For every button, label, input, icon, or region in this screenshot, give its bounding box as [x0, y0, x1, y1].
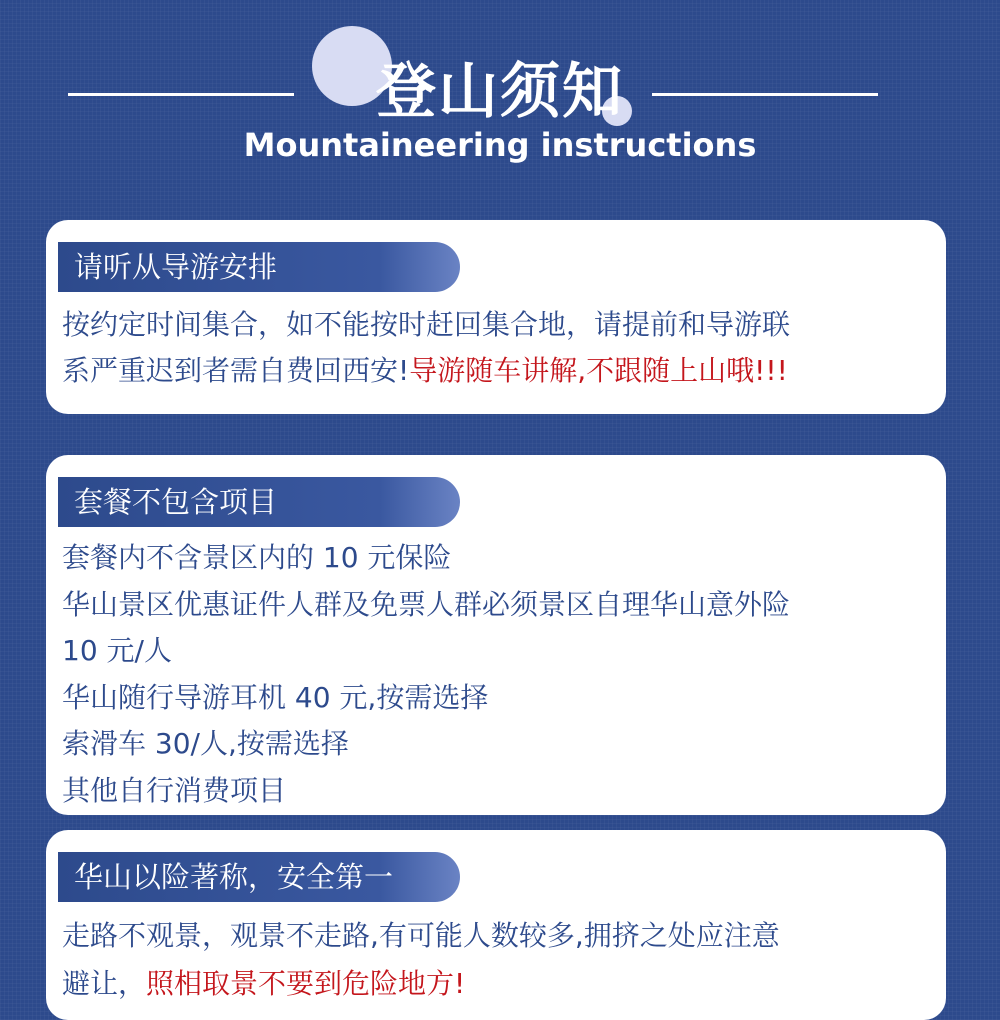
section-heading: 请听从导游安排 — [58, 242, 460, 292]
warning-text: 导游随车讲解,不跟随上山哦!!! — [409, 354, 788, 387]
list-item: 华山随行导游耳机 40 元,按需选择 — [62, 680, 489, 714]
body-line: 按约定时间集合，如不能按时赶回集合地，请提前和导游联 — [62, 308, 791, 341]
safety-card — [46, 830, 946, 1020]
section-body — [62, 535, 930, 814]
body-line — [62, 960, 930, 1008]
body-line — [62, 348, 930, 394]
list-item: 其他自行消费项目 — [62, 773, 287, 807]
body-text: 避让， — [62, 967, 147, 1000]
list-item: 10 元/人 — [62, 634, 172, 667]
section-heading: 套餐不包含项目 — [58, 477, 460, 527]
list-item: 套餐内不含景区内的 10 元保险 — [62, 541, 452, 574]
body-text: 系严重迟到者需自费回西安! — [62, 354, 410, 387]
section-heading: 华山以险著称，安全第一 — [58, 852, 460, 902]
list-item: 索滑车 30/人,按需选择 — [62, 727, 349, 760]
section-body — [62, 302, 930, 394]
guide-instructions-card — [46, 220, 946, 414]
excluded-items-card — [46, 455, 946, 815]
warning-text: 照相取景不要到危险地方! — [146, 967, 466, 1000]
section-body — [62, 912, 930, 1008]
body-line: 走路不观景，观景不走路,有可能人数较多,拥挤之处应注意 — [62, 919, 780, 952]
page-subtitle: Mountaineering instructions — [243, 126, 757, 164]
page-title: 登山须知 — [376, 57, 624, 127]
list-item: 华山景区优惠证件人群及免票人群必须景区自理华山意外险 — [62, 587, 791, 621]
